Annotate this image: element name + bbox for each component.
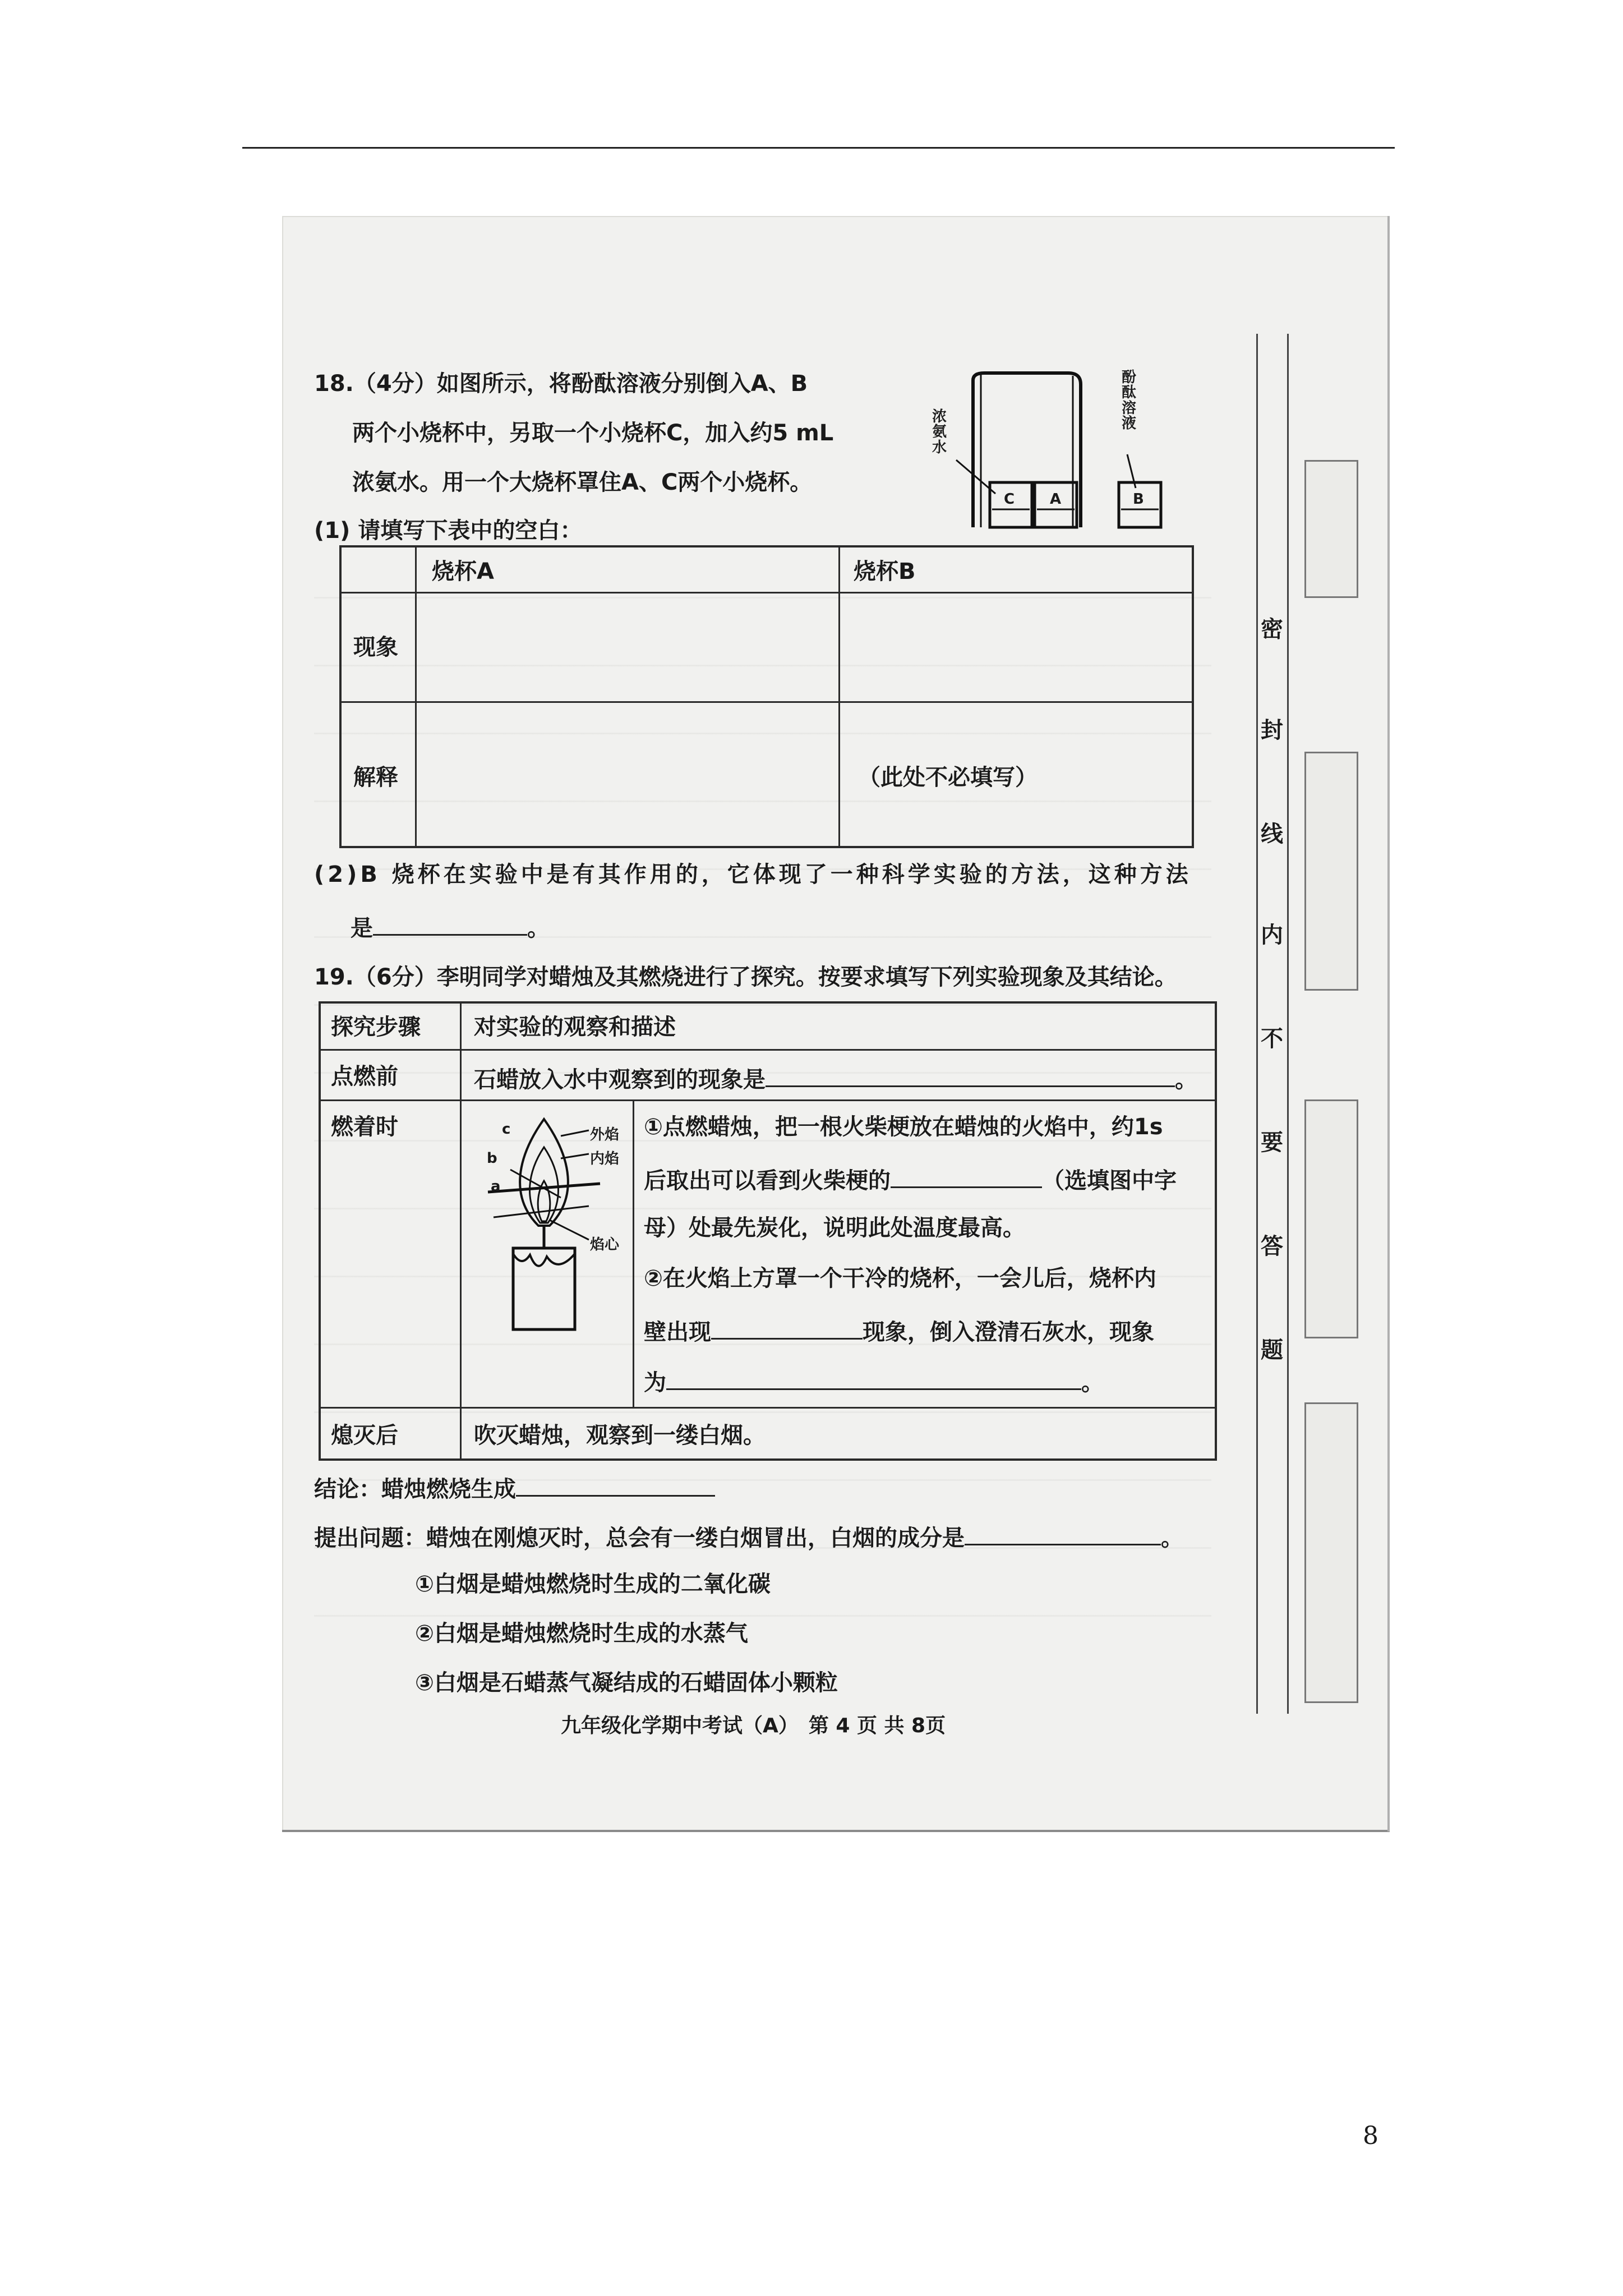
- q18-col-b: 烧杯B: [854, 559, 916, 585]
- q19-intro: 19.（6分）李明同学对蜡烛及其燃烧进行了探究。按要求填写下列实验现象及其结论。: [314, 964, 1177, 990]
- seal-char-8: 题: [1261, 1337, 1283, 1363]
- q19-step-before: 点燃前: [331, 1064, 398, 1089]
- q19-question-suffix: 。: [1161, 1525, 1183, 1551]
- q19-conclusion: [314, 1473, 715, 1503]
- header-rule: [242, 147, 1395, 149]
- seal-char-7: 答: [1261, 1234, 1283, 1259]
- q19-burn2-prefix: 壁出现: [644, 1319, 711, 1345]
- q19-question: [314, 1521, 1183, 1552]
- label-phenolphthalein: 酚酞溶液: [1122, 369, 1137, 432]
- side-info-box-2: [1304, 752, 1358, 991]
- q18-sub2-prefix: 是: [351, 915, 373, 941]
- q19-header-step: 探究步骤: [331, 1014, 421, 1040]
- q19-burn1-line1: ①点燃蜡烛，把一根火柴梗放在蜡烛的火焰中，约1s: [644, 1114, 1163, 1140]
- flame-label-outer: 外焰: [590, 1126, 620, 1143]
- q19-position-blank[interactable]: [891, 1164, 1042, 1188]
- q18-sub2-line1: (2)B 烧杯在实验中是有其作用的，它体现了一种科学实验的方法，这种方法: [314, 862, 1192, 887]
- q19-burn2-line3: [644, 1366, 1104, 1396]
- q18-row-phenomenon: 现象: [353, 634, 398, 660]
- q19-burn2-suffix: 现象，倒入澄清石灰水，现象: [863, 1319, 1154, 1345]
- flame-label-inner: 内焰: [590, 1151, 620, 1167]
- q18-sub2-suffix: 。: [527, 915, 550, 941]
- q18-no-fill-note: （此处不必填写）: [858, 765, 1038, 790]
- q19-question-prefix: 提出问题：蜡烛在刚熄灭时，总会有一缕白烟冒出，白烟的成分是: [314, 1525, 965, 1551]
- seal-char-4: 内: [1261, 922, 1283, 948]
- label-ammonia: 浓氨水: [932, 408, 947, 456]
- flame-label-a: a: [491, 1178, 501, 1195]
- beaker-a-label: A: [1050, 491, 1062, 508]
- q19-burn2-l3-prefix: 为: [644, 1370, 666, 1396]
- q19-burn2-line1: ②在火焰上方罩一个干冷的烧杯，一会儿后，烧杯内: [644, 1266, 1156, 1291]
- q19-before-row: [474, 1063, 1197, 1093]
- q19-conclusion-prefix: 结论：蜡烛燃烧生成: [314, 1476, 516, 1502]
- seal-char-2: 封: [1261, 717, 1283, 743]
- seal-char-5: 不: [1261, 1026, 1283, 1052]
- seal-char-3: 线: [1261, 821, 1283, 847]
- q18-method-blank[interactable]: [373, 912, 527, 936]
- flame-label-c: c: [502, 1121, 511, 1138]
- q19-hypothesis-1: ①白烟是蜡烛燃烧时生成的二氧化碳: [415, 1571, 771, 1597]
- page-number: 8: [1363, 2122, 1378, 2150]
- q19-hypothesis-3: ③白烟是石蜡蒸气凝结成的石蜡固体小颗粒: [415, 1670, 838, 1696]
- beaker-c-label: C: [1004, 491, 1015, 508]
- flame-label-b: b: [487, 1150, 497, 1167]
- seal-char-1: 密: [1261, 616, 1283, 642]
- q19-burn2-l3-suffix: 。: [1081, 1370, 1104, 1396]
- q18-col-a: 烧杯A: [432, 559, 494, 585]
- q19-smoke-blank[interactable]: [965, 1521, 1161, 1545]
- q18-row-explain: 解释: [353, 765, 398, 790]
- q18-line2: 两个小烧杯中，另取一个小烧杯C，加入约5 mL: [352, 420, 834, 446]
- q19-burn1-prefix: 后取出可以看到火柴梗的: [644, 1168, 891, 1194]
- seal-char-6: 要: [1261, 1130, 1283, 1156]
- exam-footer: 九年级化学期中考试（A） 第 4 页 共 8页: [561, 1714, 946, 1737]
- q19-before-end: 。: [1175, 1067, 1197, 1093]
- q18-line3: 浓氨水。用一个大烧杯罩住A、C两个小烧杯。: [352, 470, 813, 495]
- side-info-box-3: [1304, 1099, 1358, 1338]
- q19-after-text: 吹灭蜡烛，观察到一缕白烟。: [474, 1423, 766, 1448]
- q18-sub1: (1) 请填写下表中的空白：: [314, 518, 583, 544]
- q19-burn1-line3: 母）处最先炭化，说明此处温度最高。: [644, 1215, 1025, 1241]
- q19-limewater-blank[interactable]: [666, 1366, 1081, 1390]
- ammonia-diffusion-diagram: [934, 365, 1214, 533]
- q19-burn1-line2: [644, 1164, 1177, 1194]
- q19-step-after: 熄灭后: [331, 1423, 398, 1448]
- q19-beaker-wall-blank[interactable]: [711, 1315, 863, 1340]
- q19-header-observation: 对实验的观察和描述: [474, 1014, 676, 1040]
- q18-sub2-line2: [351, 912, 550, 942]
- q19-burn1-suffix: （选填图中字: [1042, 1168, 1177, 1194]
- q19-before-text: 石蜡放入水中观察到的现象是: [474, 1067, 766, 1093]
- q19-step-burning: 燃着时: [331, 1114, 398, 1140]
- q19-burn2-line2: [644, 1315, 1154, 1346]
- beaker-b-label: B: [1133, 491, 1144, 508]
- side-info-box-4: [1304, 1402, 1358, 1703]
- q18-line1: 18.（4分）如图所示，将酚酞溶液分别倒入A、B: [314, 371, 808, 397]
- q19-conclusion-blank[interactable]: [516, 1473, 715, 1497]
- scan-edge-right: [1387, 216, 1390, 1832]
- q19-before-blank[interactable]: [766, 1063, 1175, 1087]
- scan-edge-bottom: [282, 1830, 1390, 1832]
- side-info-box-1: [1304, 460, 1358, 598]
- flame-label-core: 焰心: [590, 1236, 620, 1253]
- q19-hypothesis-2: ②白烟是蜡烛燃烧时生成的水蒸气: [415, 1621, 748, 1646]
